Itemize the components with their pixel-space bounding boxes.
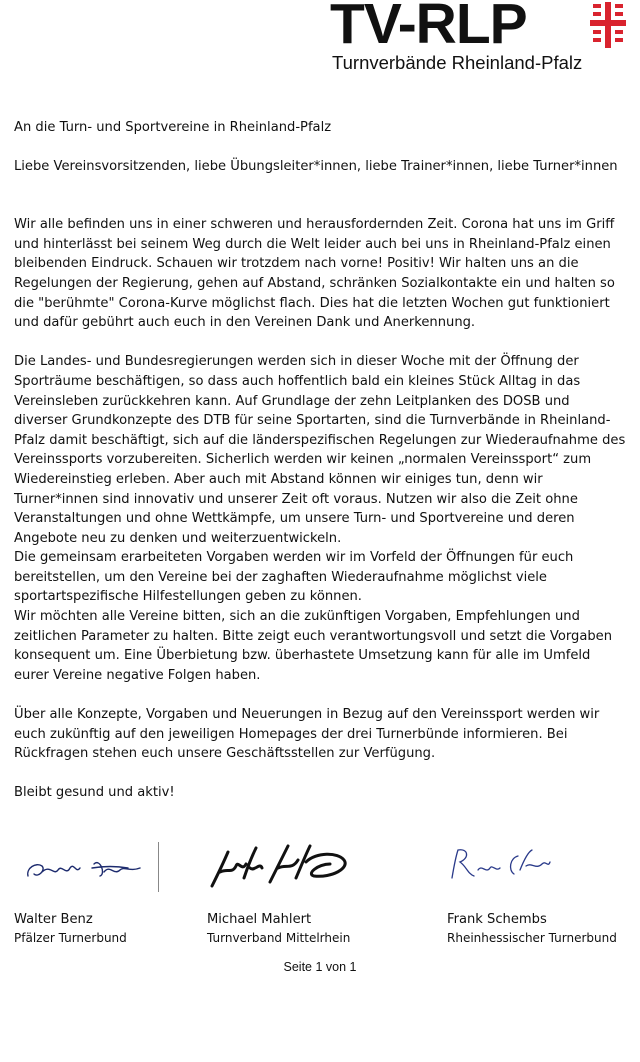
addressee: An die Turn- und Sportvereine in Rheinland-Pfalz [14, 120, 332, 135]
paragraph-2: Die Landes- und Bundesregierungen werden sich in dieser Woche mit der Öffnung der Sporträume beschäftigen, so dass auch hoffentlich bald ein kleines Stück Alltag in das Vereinsleben zurückkehren kann. Auf Grundlage der zehn Leitplanken des DOSB und diverser Grundkonzepte des DTB für seine Sportarten, sind die Turnverbände in Rheinland-Pfalz damit beschäftigt, sich auf die länderspezifischen Regelungen zur Wiederaufnahme des Vereinssports vorzubereiten. Sicherlich werden wir keinen „normalen Vereinssport“ zum Wiedereinstieg erleben. Aber auch mit Abstand können wir einiges tun, denn wir Turner*innen sind innovativ und unserer Zeit oft voraus. Nutzen wir also die Zeit ohne Veranstaltungen und ohne Wettkämpfe, um unsere Turn- und Sportvereine und deren Angebote neu zu denken und weiterzuentwickeln. [14, 354, 626, 546]
signer-walter-benz [14, 910, 127, 947]
signer-michael-mahlert [207, 910, 350, 947]
paragraph-4: Wir möchten alle Vereine bitten, sich an die zukünftigen Vorgaben, Empfehlungen und zeitlichen Parameter zu halten. Bitte zeigt euch verantwortungsvoll und setzt die Vorgaben konsequent um. Eine Überbietung bzw. überhastete Umsetzung kann für alle im Umfeld eurer Vereine negative Folgen haben. [14, 609, 613, 683]
signer-organization: Rheinhessischer Turnerbund [447, 931, 617, 945]
letter-body [14, 118, 626, 803]
signer-frank-schembs [447, 910, 617, 947]
logo-title: TV-RLP [330, 0, 527, 56]
page-number: Seite 1 von 1 [283, 960, 357, 974]
closing: Bleibt gesund und aktiv! [14, 785, 175, 801]
turner-cross-emblem-icon [590, 2, 626, 50]
salutation: Liebe Vereinsvorsitzenden, liebe Übungsleiter*innen, liebe Trainer*innen, liebe Turner*innen [14, 158, 618, 174]
signature-frank-schembs [446, 844, 556, 884]
signer-organization: Turnverband Mittelrhein [207, 931, 351, 945]
paragraph-5: Über alle Konzepte, Vorgaben und Neuerungen in Bezug auf den Vereinssport werden wir euch zukünftig auf den jeweiligen Homepages der drei Turnerbünde informieren. Bei Rückfragen stehen euch unsere Geschäftsstellen zur Verfügung. [14, 707, 600, 762]
paragraph-1: Wir alle befinden uns in einer schweren und herausfordernden Zeit. Corona hat uns im Griff und hinterlässt bei seinem Weg durch die Welt leider auch bei uns in Rheinland-Pfalz einen bleibenden Eindruck. Schauen wir trotzdem nach vorne! Positiv! Wir halten uns an die Regelungen der Regierung, gehen auf Abstand, schränken Sozialkontakte ein und halten so die "berühmte" Corona-Kurve möglichst flach. Dies hat die letzten Wochen gut funktioniert und dafür gebührt auch euch in den Vereinen Dank und Anerkennung. [14, 217, 615, 331]
signer-name: Frank Schembs [447, 912, 547, 927]
signature-walter-benz [22, 846, 152, 886]
signer-name: Michael Mahlert [207, 912, 312, 927]
tv-rlp-logo [328, 2, 628, 74]
paragraph-3: Die gemeinsam erarbeiteten Vorgaben werden wir im Vorfeld der Öffnungen für euch bereitstellen, um den Vereine bei der zaghaften Wiederaufnahme möglichst viele sportartspezifische Hilfestellungen geben zu können. [14, 550, 574, 605]
signature-divider [158, 842, 159, 892]
signer-organization: Pfälzer Turnerbund [14, 931, 127, 945]
signature-michael-mahlert [206, 838, 354, 894]
signer-name: Walter Benz [14, 912, 93, 927]
logo-subtitle: Turnverbände Rheinland-Pfalz [332, 52, 583, 73]
